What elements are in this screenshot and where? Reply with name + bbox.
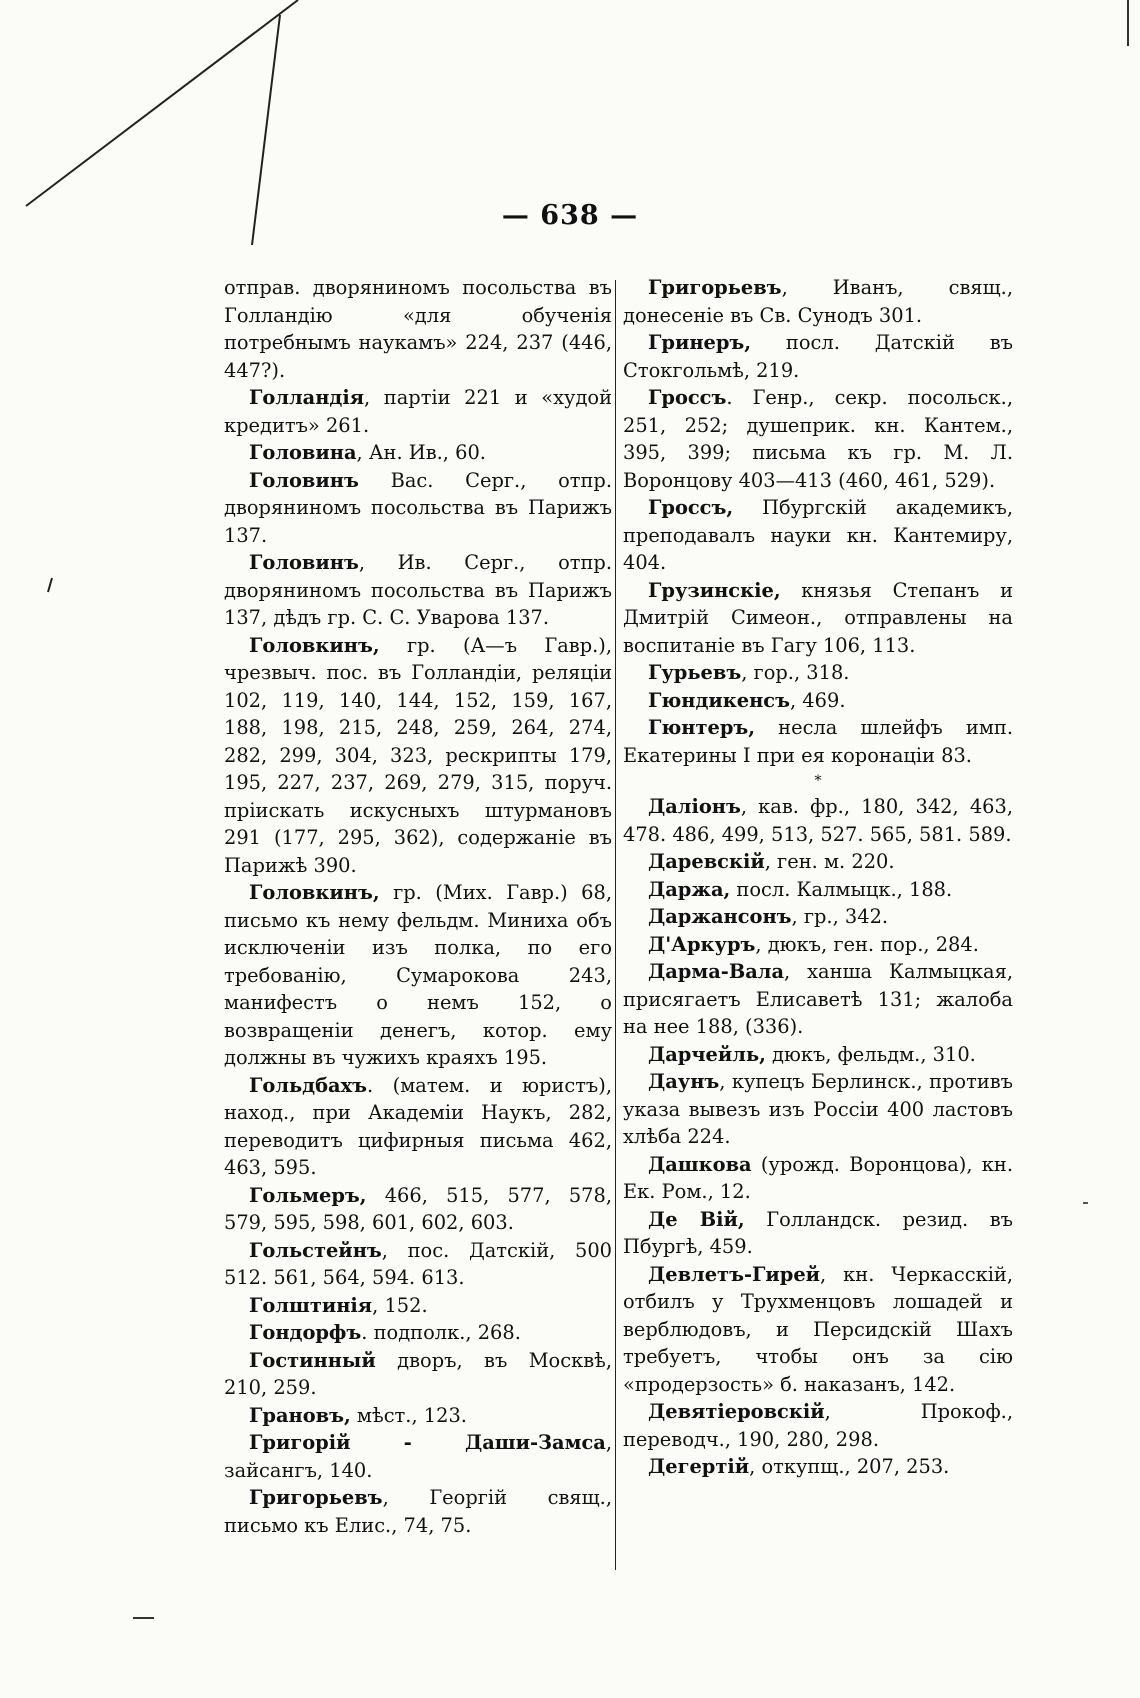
entry-text: , партіи 221 и «худой кредитъ» 261. [224,386,612,437]
entry-text: мѣст., 123. [350,1403,467,1427]
entry-term: Гостинный [249,1348,376,1372]
entry-text: , 152. [372,1293,428,1317]
index-entry [224,1319,612,1347]
index-entry [623,1261,1013,1399]
entry-text: , Георгій свящ., письмо къ Елис., 74, 75. [224,1486,612,1537]
entry-term: Даржансонъ [648,905,792,928]
entry-text: , купецъ Берлинск., противъ указа вывезъ изъ Россіи 400 ластовъ хлѣба 224. [623,1070,1013,1148]
right-column [623,274,1013,1481]
entry-text: . подполк., 268. [361,1321,521,1344]
index-entry [224,879,612,1072]
entry-term: Девлетъ-Гирей [648,1262,821,1286]
index-entry [623,714,1013,769]
index-entry [623,659,1013,687]
entry-text: , ген. м. 220. [764,850,895,873]
index-entry [623,1041,1013,1069]
section-separator: * [814,773,822,789]
index-entry [623,329,1013,384]
entry-text: (урожд. Воронцова), кн. Ек. Ром., 12. [623,1152,1013,1203]
entry-term: Гюндикенсъ [648,688,790,712]
entry-text: дюкъ, фельдм., 310. [765,1042,976,1066]
entry-term: Даревскій [648,850,765,873]
entry-text: князья Степанъ и Дмитрій Симеон., отправлены на воспитаніе въ Гагу 106, 113. [623,578,1013,657]
entry-text: , пос. Датскій, 500 512. 561, 564, 594. 613. [224,1238,612,1289]
entry-term: Дашкова [648,1152,752,1176]
index-entry [623,494,1013,577]
index-entry [224,1347,612,1402]
entry-term: Дегертій [648,1455,750,1478]
index-entry [224,1484,612,1539]
entry-text: , Иванъ, свящ., донесеніе въ Св. Сунодъ 301. [623,276,1013,327]
entry-text: , гр., 342. [791,905,889,928]
entry-term: Даліонъ [648,795,741,818]
entry-term: Головкинъ, [249,881,380,904]
entry-term: Де Вій, [648,1207,745,1231]
index-entry [224,1292,612,1320]
index-entry [623,1151,1013,1206]
entry-text: , откупщ., 207, 253. [749,1455,950,1478]
pencil-stroke-long [26,0,298,206]
index-entry [224,384,612,439]
entry-text: Вас. Серг., отпр. дворяниномъ посольства въ Парижъ 137. [224,468,612,547]
entry-text: , кн. Черкасскій, отбилъ у Трухменцовъ лошадей и верблюдовъ, и Персидскій Шахъ требуетъ, чтобы онъ за сію «продерзость» б. наказанъ, 142. [623,1262,1013,1396]
entry-term: Даржа, [648,877,731,901]
entry-term: Головина [249,441,357,464]
index-entry [623,793,1013,848]
index-entry [623,1453,1013,1481]
entry-term: Гурьевъ [648,661,742,684]
entry-term: Дарчейль, [648,1042,766,1066]
entry-term: Даунъ [648,1070,720,1093]
entry-term: Гроссъ [648,386,727,409]
entry-term: Гольстейнъ [249,1238,382,1262]
index-entry [224,1072,612,1182]
index-entry [224,439,612,467]
entry-term: Гроссъ, [648,496,734,519]
entry-term: Голландія [249,386,365,409]
entry-text: гр. (Мих. Гавр.) 68, письмо къ нему фельдм. Миниха объ исключеніи изъ полка, по его требованію, Сумарокова 243, манифестъ о немъ 152, о возвращеніи денегъ, котор. ему должны въ чужихъ краяхъ 195. [224,881,612,1069]
entry-term: Гондорфъ [249,1321,362,1344]
entry-text: , Ан. Ив., 60. [356,441,486,464]
index-entry [224,1429,612,1484]
entry-text: , зайсангъ, 140. [224,1431,612,1482]
entry-term: Девятіеровскій [648,1400,825,1423]
entry-term: Дарма-Вала [648,960,785,983]
entry-term: Григорій - Даши-Замса [249,1431,606,1454]
index-entry [224,549,612,632]
entry-term: Григорьевъ [249,1486,383,1509]
entry-text: гр. (А—ъ Гавр.), чрезвыч. пос. въ Голландіи, реляціи 102, 119, 140, 144, 152, 159, 167, 188, 198, 215, 248, 259, 264, 274, 282, 299, 304, 323, рескрипты 179, 195, 227, 237, 269, 279, 315, поруч. пріискать искусныхъ штурмановъ 291 (177, 295, 362), содержаніе въ Парижѣ 390. [224,633,612,877]
entry-text: посл. Калмыцк., 188. [730,877,953,901]
entry-text: дворъ, въ Москвѣ, 210, 259. [224,1348,612,1399]
page-number: — 638 — [501,200,639,231]
index-entry [224,274,612,384]
entry-text: Голландск. резид. въ Пбургѣ, 459. [623,1207,1014,1258]
index-entry [623,687,1013,715]
index-entry [623,931,1013,959]
pencil-stroke-short [48,578,52,592]
entry-text: отправ. дворяниномъ посольства въ Голландію «для обученія потребнымъ наукамъ» 224, 237 (446, 447?). [224,276,612,382]
index-entry [224,1402,612,1430]
index-entry [224,467,612,550]
entry-term: Голштинія [249,1293,373,1317]
index-entry [623,1068,1013,1151]
index-entry [224,1237,612,1292]
index-entry [623,958,1013,1041]
index-entry [623,1206,1013,1261]
entry-text: несла шлейфъ имп. Екатерины I при ея коронаціи 83. [623,716,1013,767]
entry-text: , ханша Калмыцкая, присягаетъ Елисаветѣ 131; жалоба на нее 188, (336). [623,960,1013,1038]
entry-term: Грановъ, [249,1403,351,1427]
entry-term: Д'Аркуръ [648,932,756,956]
index-entry [623,1398,1013,1453]
entry-text: , 469. [789,688,846,712]
index-entry [623,274,1013,329]
entry-term: Гольмеръ, [249,1183,367,1207]
entry-text: 466, 515, 577, 578, 579, 595, 598, 601, 602, 603. [224,1183,612,1234]
entry-term: Головкинъ, [249,633,380,657]
entry-text: , кав. фр., 180, 342, 463, 478. 486, 499, 513, 527. 565, 581. 589. [623,795,1013,846]
index-entry [623,903,1013,931]
entry-text: Пбургскій академикъ, преподавалъ науки кн. Кантемиру, 404. [623,496,1013,574]
index-entry [623,577,1013,660]
entry-text: , Прокоф., переводч., 190, 280, 298. [623,1400,1013,1451]
column-divider [615,280,616,1570]
index-entry [623,876,1013,904]
left-column [224,274,612,1539]
entry-term: Гольдбахъ [249,1073,368,1097]
entry-text: , гор., 318. [741,661,850,684]
entry-term: Головинъ [249,551,359,574]
entry-text: , Ив. Серг., отпр. дворяниномъ посольства въ Парижъ 137, дѣдъ гр. С. С. Уварова 137. [224,551,612,629]
index-entry [224,632,612,880]
entry-term: Григорьевъ [648,276,782,299]
entry-term: Грузинскіе, [648,578,781,602]
entry-term: Гюнтеръ, [648,716,755,739]
entry-text: , дюкъ, ген. пор., 284. [755,932,979,956]
entry-term: Головинъ [249,468,359,492]
entry-text: . Генр., секр. посольск., 251, 252; душеприк. кн. Кантем., 395, 399; письма къ гр. М. Л. Воронцову 403—413 (460, 461, 529). [623,386,1013,492]
entry-text: . (матем. и юристъ), наход., при Академіи Наукъ, 282, переводитъ цифирныя письма 462, 463, 595. [224,1073,612,1179]
entry-term: Гринеръ, [648,331,752,354]
index-entry [623,384,1013,494]
index-entry [224,1182,612,1237]
index-entry [623,848,1013,876]
entry-text: посл. Датскій въ Стокгольмѣ, 219. [623,331,1013,382]
